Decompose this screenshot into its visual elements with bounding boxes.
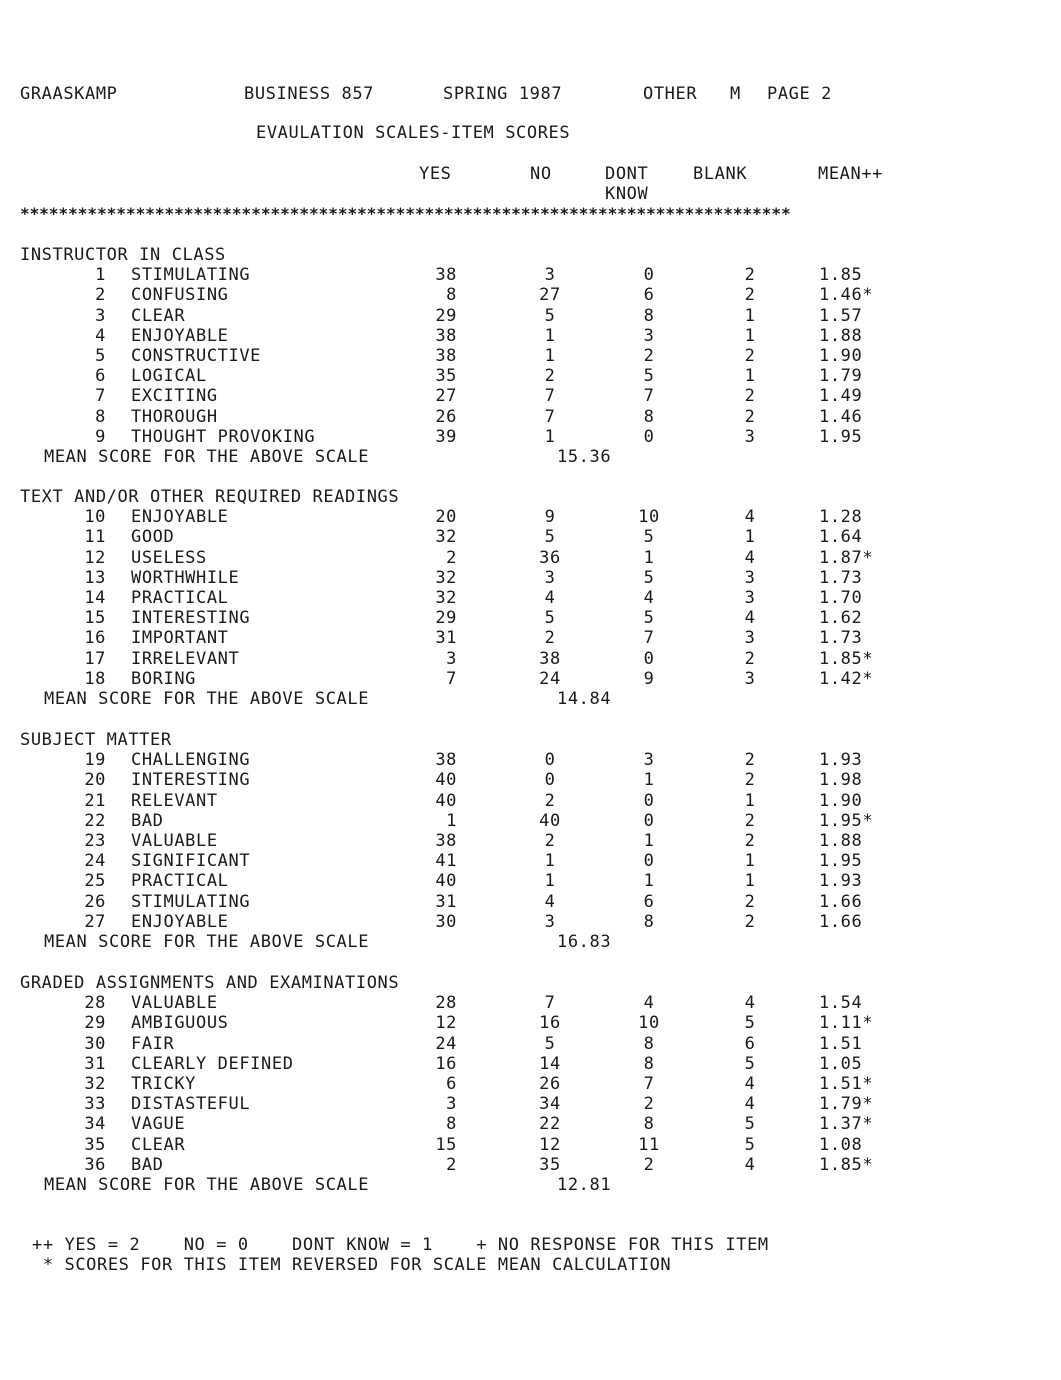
mean-score: 1.79	[819, 366, 863, 387]
mean-score: 1.42*	[819, 668, 874, 689]
dont-know-count: 1	[643, 770, 655, 791]
blank-count: 1	[744, 871, 756, 892]
blank-count: 2	[744, 911, 756, 932]
mean-score: 1.90	[819, 790, 863, 811]
no-count: 22	[539, 1114, 561, 1135]
item-label: PRACTICAL	[131, 871, 229, 892]
mean-score: 1.46*	[819, 285, 874, 306]
item-label: BAD	[131, 810, 164, 831]
item-number: 13	[84, 567, 106, 588]
item-label: BORING	[131, 668, 197, 689]
section-title: TEXT AND/OR OTHER REQUIRED READINGS	[20, 487, 400, 507]
yes-count: 7	[446, 668, 457, 689]
item-label: EXCITING	[131, 386, 218, 407]
column-header-mean: MEAN++	[818, 164, 884, 184]
item-label: VALUABLE	[131, 993, 218, 1014]
dont-know-count: 8	[643, 911, 655, 932]
scale-mean-label: MEAN SCORE FOR THE ABOVE SCALE	[44, 932, 370, 952]
section-title: SUBJECT MATTER	[20, 730, 172, 750]
column-header-know: KNOW	[605, 184, 649, 204]
blank-count: 3	[744, 588, 756, 608]
yes-count: 38	[435, 325, 457, 346]
mean-score: 1.88	[819, 831, 863, 851]
no-count: 5	[544, 305, 556, 326]
item-label: FAIR	[131, 1033, 175, 1054]
blank-count: 1	[744, 527, 756, 548]
item-label: AMBIGUOUS	[131, 1013, 229, 1034]
dont-know-count: 5	[643, 608, 655, 629]
item-number: 16	[84, 628, 106, 649]
item-number: 20	[84, 770, 106, 791]
instructor-name: GRAASKAMP	[20, 84, 118, 104]
blank-count: 4	[744, 507, 756, 528]
scale-mean-label: MEAN SCORE FOR THE ABOVE SCALE	[44, 447, 370, 467]
yes-count: 41	[435, 851, 457, 872]
dont-know-count: 5	[643, 567, 655, 588]
dont-know-count: 0	[643, 426, 655, 447]
item-label: CHALLENGING	[131, 750, 251, 771]
item-label: THOROUGH	[131, 406, 218, 427]
yes-count: 24	[435, 1033, 457, 1054]
item-label: STIMULATING	[131, 265, 251, 286]
mean-score: 1.08	[819, 1134, 863, 1155]
blank-count: 5	[744, 1114, 756, 1135]
yes-count: 2	[446, 1154, 457, 1175]
dont-know-count: 1	[643, 831, 655, 851]
yes-count: 29	[435, 305, 457, 326]
dont-know-count: 2	[643, 1154, 655, 1175]
item-label: CONFUSING	[131, 285, 229, 306]
no-count: 38	[539, 648, 561, 669]
yes-count: 35	[435, 366, 457, 387]
mean-score: 1.66	[819, 911, 863, 932]
column-header-dont: DONT	[605, 164, 649, 184]
dont-know-count: 0	[643, 810, 655, 831]
no-count: 24	[539, 668, 561, 689]
no-count: 1	[544, 426, 556, 447]
item-label: INTERESTING	[131, 770, 251, 791]
no-count: 4	[544, 891, 556, 912]
scale-mean-value: 12.81	[557, 1175, 612, 1195]
yes-count: 6	[446, 1074, 457, 1094]
blank-count: 2	[744, 265, 756, 286]
mean-score: 1.87*	[819, 547, 874, 568]
yes-count: 32	[435, 588, 457, 608]
blank-count: 4	[744, 993, 756, 1014]
no-count: 36	[539, 547, 561, 568]
yes-count: 38	[435, 750, 457, 771]
item-number: 28	[84, 993, 106, 1014]
dont-know-count: 2	[643, 1094, 655, 1115]
no-count: 3	[544, 911, 556, 932]
item-number: 14	[84, 588, 106, 608]
no-count: 1	[544, 325, 556, 346]
item-label: LOGICAL	[131, 366, 207, 387]
item-number: 11	[84, 527, 106, 548]
dont-know-count: 8	[643, 305, 655, 326]
blank-count: 2	[744, 750, 756, 771]
item-label: PRACTICAL	[131, 588, 229, 608]
no-count: 0	[544, 770, 556, 791]
blank-count: 3	[744, 628, 756, 649]
page-number: PAGE 2	[767, 84, 833, 104]
yes-count: 20	[435, 507, 457, 528]
no-count: 1	[544, 346, 556, 366]
blank-count: 1	[744, 366, 756, 387]
yes-count: 29	[435, 608, 457, 629]
blank-count: 5	[744, 1053, 756, 1074]
blank-count: 2	[744, 386, 756, 407]
dont-know-count: 8	[643, 1053, 655, 1074]
no-count: 9	[544, 507, 556, 528]
item-label: CLEAR	[131, 305, 186, 326]
yes-count: 15	[435, 1134, 457, 1155]
mean-score: 1.73	[819, 567, 863, 588]
blank-count: 4	[744, 1094, 756, 1115]
no-count: 7	[544, 406, 556, 427]
item-number: 31	[84, 1053, 106, 1074]
mean-score: 1.49	[819, 386, 863, 407]
blank-count: 2	[744, 770, 756, 791]
no-count: 40	[539, 810, 561, 831]
scale-mean-label: MEAN SCORE FOR THE ABOVE SCALE	[44, 689, 370, 709]
item-label: WORTHWHILE	[131, 567, 240, 588]
item-label: TRICKY	[131, 1074, 197, 1094]
no-count: 1	[544, 871, 556, 892]
yes-count: 32	[435, 567, 457, 588]
separator-line: ********************************************************************************	[20, 204, 791, 223]
mean-score: 1.28	[819, 507, 863, 528]
blank-count: 2	[744, 406, 756, 427]
column-header-blank: BLANK	[693, 164, 748, 184]
item-number: 23	[84, 831, 106, 851]
mean-score: 1.54	[819, 993, 863, 1014]
yes-count: 2	[446, 547, 457, 568]
no-count: 26	[539, 1074, 561, 1094]
blank-count: 1	[744, 851, 756, 872]
dont-know-count: 0	[643, 265, 655, 286]
no-count: 7	[544, 386, 556, 407]
item-number: 6	[95, 366, 106, 387]
mean-score: 1.73	[819, 628, 863, 649]
blank-count: 4	[744, 547, 756, 568]
dont-know-count: 0	[643, 790, 655, 811]
no-count: 0	[544, 750, 556, 771]
dont-know-count: 0	[643, 851, 655, 872]
scale-mean-value: 15.36	[557, 447, 612, 467]
section-title: GRADED ASSIGNMENTS AND EXAMINATIONS	[20, 973, 400, 993]
yes-count: 38	[435, 831, 457, 851]
scale-mean-label: MEAN SCORE FOR THE ABOVE SCALE	[44, 1175, 370, 1195]
blank-count: 5	[744, 1134, 756, 1155]
yes-count: 38	[435, 346, 457, 366]
item-label: ENJOYABLE	[131, 325, 229, 346]
blank-count: 2	[744, 648, 756, 669]
no-count: 3	[544, 567, 556, 588]
item-number: 32	[84, 1074, 106, 1094]
no-count: 2	[544, 366, 556, 387]
item-number: 9	[95, 426, 106, 447]
no-count: 2	[544, 628, 556, 649]
no-count: 2	[544, 831, 556, 851]
yes-count: 32	[435, 527, 457, 548]
blank-count: 3	[744, 426, 756, 447]
scale-mean-value: 14.84	[557, 689, 612, 709]
blank-count: 2	[744, 891, 756, 912]
blank-count: 1	[744, 305, 756, 326]
no-count: 2	[544, 790, 556, 811]
mean-score: 1.85*	[819, 1154, 874, 1175]
dont-know-count: 5	[643, 366, 655, 387]
mean-score: 1.88	[819, 325, 863, 346]
no-count: 5	[544, 527, 556, 548]
mean-score: 1.51	[819, 1033, 863, 1054]
blank-count: 2	[744, 810, 756, 831]
no-count: 3	[544, 265, 556, 286]
yes-count: 1	[446, 810, 457, 831]
item-label: CLEAR	[131, 1134, 186, 1155]
item-number: 3	[95, 305, 106, 326]
item-number: 27	[84, 911, 106, 932]
dont-know-count: 1	[643, 871, 655, 892]
item-label: GOOD	[131, 527, 175, 548]
blank-count: 4	[744, 608, 756, 629]
item-number: 34	[84, 1114, 106, 1135]
dont-know-count: 10	[638, 507, 660, 528]
no-count: 1	[544, 851, 556, 872]
item-number: 21	[84, 790, 106, 811]
mean-score: 1.51*	[819, 1074, 874, 1094]
yes-count: 27	[435, 386, 457, 407]
mean-score: 1.95*	[819, 810, 874, 831]
mean-score: 1.37*	[819, 1114, 874, 1135]
dont-know-count: 11	[638, 1134, 660, 1155]
item-label: IMPORTANT	[131, 628, 229, 649]
no-count: 12	[539, 1134, 561, 1155]
item-number: 4	[95, 325, 106, 346]
mean-score: 1.98	[819, 770, 863, 791]
item-number: 22	[84, 810, 106, 831]
dont-know-count: 6	[643, 891, 655, 912]
item-number: 5	[95, 346, 106, 366]
item-number: 29	[84, 1013, 106, 1034]
blank-count: 1	[744, 325, 756, 346]
item-label: ENJOYABLE	[131, 507, 229, 528]
section-title: INSTRUCTOR IN CLASS	[20, 245, 226, 265]
mean-score: 1.57	[819, 305, 863, 326]
dont-know-count: 7	[643, 1074, 655, 1094]
yes-count: 31	[435, 891, 457, 912]
no-count: 5	[544, 1033, 556, 1054]
no-count: 5	[544, 608, 556, 629]
blank-count: 3	[744, 567, 756, 588]
yes-count: 31	[435, 628, 457, 649]
yes-count: 30	[435, 911, 457, 932]
dont-know-count: 0	[643, 648, 655, 669]
dont-know-count: 4	[643, 993, 655, 1014]
dont-know-count: 5	[643, 527, 655, 548]
blank-count: 5	[744, 1013, 756, 1034]
item-number: 17	[84, 648, 106, 669]
column-header-no: NO	[530, 164, 552, 184]
item-label: BAD	[131, 1154, 164, 1175]
dont-know-count: 8	[643, 1033, 655, 1054]
yes-count: 8	[446, 285, 457, 306]
item-number: 8	[95, 406, 106, 427]
course-name: BUSINESS 857	[244, 84, 375, 104]
column-header-yes: YES	[419, 164, 452, 184]
yes-count: 3	[446, 648, 457, 669]
dont-know-count: 4	[643, 588, 655, 608]
no-count: 34	[539, 1094, 561, 1115]
no-count: 4	[544, 588, 556, 608]
mean-score: 1.11*	[819, 1013, 874, 1034]
respondent-group: OTHER	[643, 84, 698, 104]
yes-count: 38	[435, 265, 457, 286]
mean-score: 1.95	[819, 851, 863, 872]
dont-know-count: 7	[643, 386, 655, 407]
mean-score: 1.85	[819, 265, 863, 286]
item-label: VALUABLE	[131, 831, 218, 851]
yes-count: 26	[435, 406, 457, 427]
footnote-scoring: ++ YES = 2 NO = 0 DONT KNOW = 1 + NO RESPONSE FOR THIS ITEM	[32, 1235, 769, 1255]
item-number: 12	[84, 547, 106, 568]
blank-count: 3	[744, 668, 756, 689]
item-label: RELEVANT	[131, 790, 218, 811]
mean-score: 1.70	[819, 588, 863, 608]
blank-count: 6	[744, 1033, 756, 1054]
yes-count: 3	[446, 1094, 457, 1115]
dont-know-count: 6	[643, 285, 655, 306]
item-number: 33	[84, 1094, 106, 1115]
blank-count: 4	[744, 1154, 756, 1175]
yes-count: 28	[435, 993, 457, 1014]
dont-know-count: 9	[643, 668, 655, 689]
dont-know-count: 8	[643, 1114, 655, 1135]
scale-mean-value: 16.83	[557, 932, 612, 952]
dont-know-count: 2	[643, 346, 655, 366]
yes-count: 8	[446, 1114, 457, 1135]
respondent-sex: M	[730, 84, 741, 104]
yes-count: 16	[435, 1053, 457, 1074]
item-number: 2	[95, 285, 106, 306]
item-label: SIGNIFICANT	[131, 851, 251, 872]
mean-score: 1.85*	[819, 648, 874, 669]
item-number: 26	[84, 891, 106, 912]
mean-score: 1.66	[819, 891, 863, 912]
no-count: 35	[539, 1154, 561, 1175]
item-number: 24	[84, 851, 106, 872]
no-count: 7	[544, 993, 556, 1014]
blank-count: 4	[744, 1074, 756, 1094]
item-number: 18	[84, 668, 106, 689]
yes-count: 40	[435, 770, 457, 791]
item-number: 30	[84, 1033, 106, 1054]
item-number: 1	[95, 265, 106, 286]
mean-score: 1.93	[819, 871, 863, 892]
mean-score: 1.93	[819, 750, 863, 771]
item-number: 7	[95, 386, 106, 407]
mean-score: 1.62	[819, 608, 863, 629]
mean-score: 1.90	[819, 346, 863, 366]
item-number: 19	[84, 750, 106, 771]
dont-know-count: 7	[643, 628, 655, 649]
item-label: CONSTRUCTIVE	[131, 346, 262, 366]
mean-score: 1.95	[819, 426, 863, 447]
item-label: STIMULATING	[131, 891, 251, 912]
item-number: 10	[84, 507, 106, 528]
blank-count: 2	[744, 831, 756, 851]
dont-know-count: 10	[638, 1013, 660, 1034]
yes-count: 40	[435, 871, 457, 892]
item-number: 36	[84, 1154, 106, 1175]
item-number: 25	[84, 871, 106, 892]
footnote-reversed: * SCORES FOR THIS ITEM REVERSED FOR SCALE MEAN CALCULATION	[32, 1255, 672, 1275]
yes-count: 12	[435, 1013, 457, 1034]
item-number: 35	[84, 1134, 106, 1155]
dont-know-count: 8	[643, 406, 655, 427]
mean-score: 1.64	[819, 527, 863, 548]
item-label: THOUGHT PROVOKING	[131, 426, 316, 447]
dont-know-count: 3	[643, 325, 655, 346]
item-label: USELESS	[131, 547, 207, 568]
dont-know-count: 3	[643, 750, 655, 771]
yes-count: 39	[435, 426, 457, 447]
blank-count: 1	[744, 790, 756, 811]
no-count: 27	[539, 285, 561, 306]
item-label: CLEARLY DEFINED	[131, 1053, 294, 1074]
blank-count: 2	[744, 346, 756, 366]
item-label: IRRELEVANT	[131, 648, 240, 669]
blank-count: 2	[744, 285, 756, 306]
item-label: VAGUE	[131, 1114, 186, 1135]
report-title: EVAULATION SCALES-ITEM SCORES	[256, 123, 571, 143]
dont-know-count: 1	[643, 547, 655, 568]
item-label: DISTASTEFUL	[131, 1094, 251, 1115]
no-count: 16	[539, 1013, 561, 1034]
mean-score: 1.79*	[819, 1094, 874, 1115]
term: SPRING 1987	[443, 84, 563, 104]
mean-score: 1.05	[819, 1053, 863, 1074]
item-number: 15	[84, 608, 106, 629]
item-label: ENJOYABLE	[131, 911, 229, 932]
mean-score: 1.46	[819, 406, 863, 427]
yes-count: 40	[435, 790, 457, 811]
item-label: INTERESTING	[131, 608, 251, 629]
no-count: 14	[539, 1053, 561, 1074]
